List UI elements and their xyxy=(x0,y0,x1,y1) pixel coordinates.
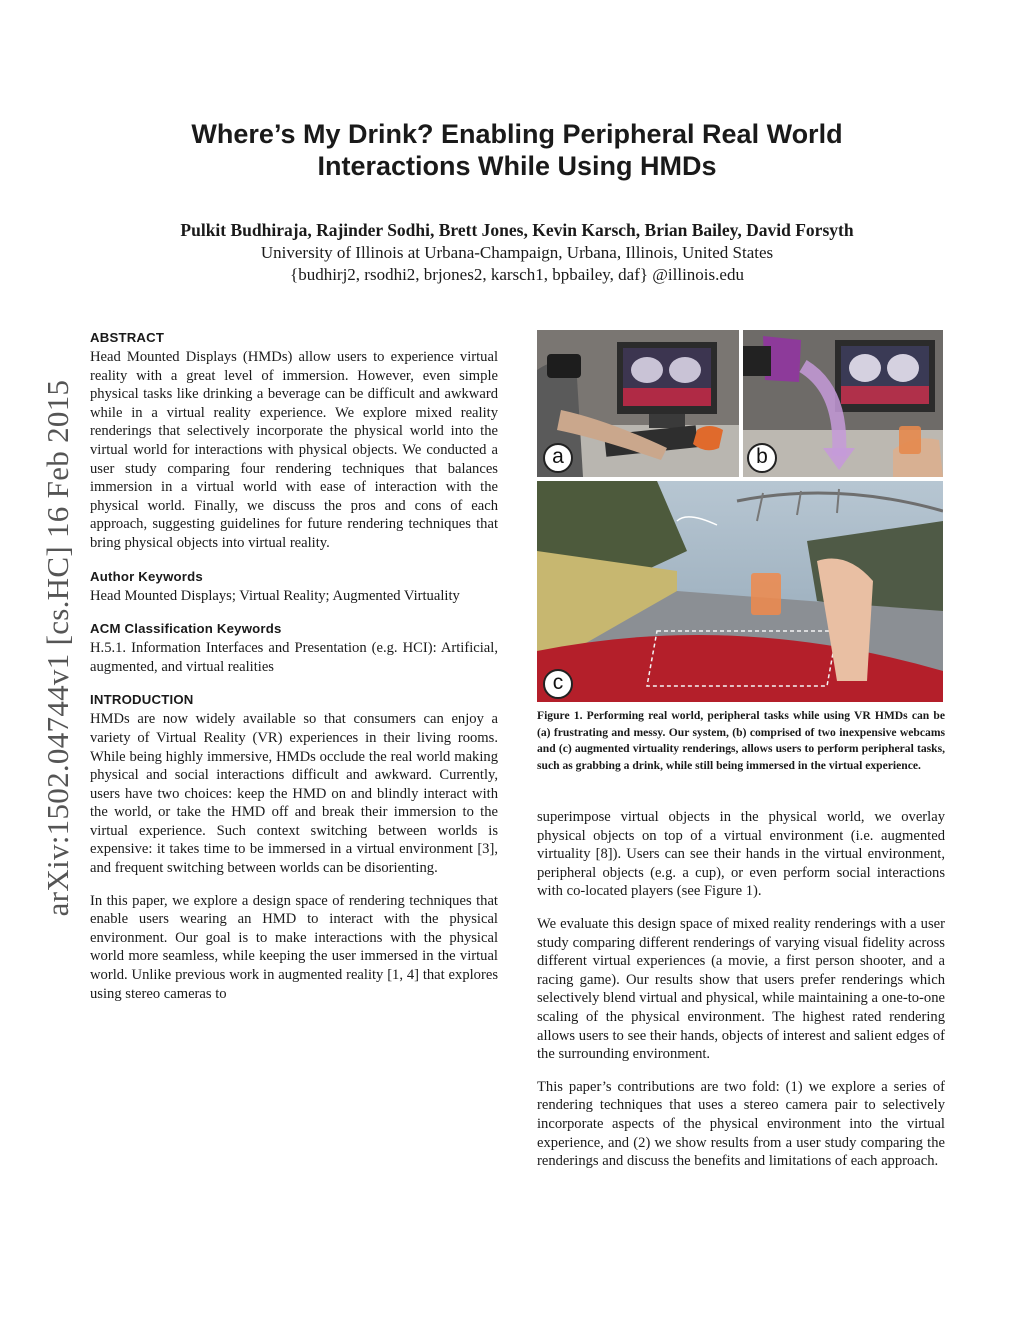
affiliation: University of Illinois at Urbana-Champaign, Urbana, Illinois, United States xyxy=(260,243,774,262)
paper-title xyxy=(120,118,914,182)
panel-a-label: a xyxy=(543,443,573,473)
acm-classification-text: H.5.1. Information Interfaces and Presentation (e.g. HCI): Artificial, augmented, and virtual realities xyxy=(90,640,498,675)
right-paragraph-1: superimpose virtual objects in the physical world, we overlay physical objects on top of a virtual environment (i.e. augmented virtuality [8]). Users can see their hands in the virtual environment, peripheral objects (e.g. a cup), or even perform social interactions with co-located players (see Figure 1). xyxy=(537,809,945,900)
panel-b-label: b xyxy=(747,443,777,473)
right-column xyxy=(537,330,945,1171)
title-line-1: Where’s My Drink? Enabling Peripheral Real World xyxy=(191,119,843,149)
figure-panel-b xyxy=(743,330,943,477)
panel-c-illustration xyxy=(537,481,943,702)
acm-classification-heading: ACM Classification Keywords xyxy=(90,621,282,637)
figure-1-caption: Figure 1. Performing real world, peripheral tasks while using VR HMDs can be (a) frustrating and messy. Our system, (b) comprised of two inexpensive webcams and (c) augmented virtuality renderings, allows users to perform peripheral tasks, such as grabbing a drink, while still being immersed in the virtual experience. xyxy=(537,709,945,772)
abstract-text: Head Mounted Displays (HMDs) allow users to experience virtual reality with a great level of immersion. However, even simple physical tasks like drinking a beverage can be difficult and awkward while in a virtual reality experience. We explore mixed reality renderings that selectively incorporate the physical world into the virtual world for interactions with physical objects. We conducted a user study comparing four rendering techniques that balances immersion in a virtual world with ease of interaction with the physical world. Finally, we discuss the pros and cons of each approach, suggesting guidelines for future rendering techniques that bring physical objects into virtual reality. xyxy=(90,349,498,551)
arxiv-identifier: arXiv:1502.04744v1 [cs.HC] 16 Feb 2015 xyxy=(40,379,75,917)
title-line-2: Interactions While Using HMDs xyxy=(317,151,717,181)
author-emails: {budhirj2, rsodhi2, brjones2, karsch1, bpbailey, daf} @illinois.edu xyxy=(290,265,744,284)
left-column xyxy=(90,330,498,1003)
abstract-heading: ABSTRACT xyxy=(90,330,165,345)
figure-panel-c xyxy=(537,481,943,702)
figure-1 xyxy=(537,330,943,702)
author-keywords-text: Head Mounted Displays; Virtual Reality; Augmented Virtuality xyxy=(90,587,460,604)
introduction-paragraph-1: HMDs are now widely available so that consumers can enjoy a variety of Virtual Reality (VR) experiences in their living rooms. While being highly immersive, HMDs occlude the real world making physical and social interactions difficult and awkward. Currently, users have two choices: keep the HMD on and blindly interact with the world, or take the HMD off and break their immersion to the virtual experience. Such context switching between worlds is expensive: it takes time to be immersed in a virtual environment [3], and frequent switching between worlds can be disorienting. xyxy=(90,711,498,877)
panel-c-label: c xyxy=(543,669,573,699)
figure-panel-a xyxy=(537,330,739,477)
right-paragraph-2: We evaluate this design space of mixed reality renderings with a user study comparing different renderings of varying visual fidelity across different virtual experiences (a movie, a first person shooter, and a racing game). Our results show that users prefer renderings which selectively blend virtual and physical, while maintaining a one-to-one scaling of the physical environment. The highest rated rendering allows users to see their hands, objects of interest and salient edges of the surrounding environment. xyxy=(537,915,945,1063)
right-paragraph-3: This paper’s contributions are two fold: (1) we explore a series of rendering techniques that uses a stereo camera pair to selectively incorporate aspects of the physical environment into the virtual experience, and (2) we show results from a user study comparing the renderings and discuss the benefits and limitations of each approach. xyxy=(537,1078,945,1170)
author-keywords-heading: Author Keywords xyxy=(90,568,203,584)
introduction-heading: INTRODUCTION xyxy=(90,692,194,708)
author-list: Pulkit Budhiraja, Rajinder Sodhi, Brett Jones, Kevin Karsch, Brian Bailey, David Forsyth xyxy=(180,220,854,240)
introduction-paragraph-2: In this paper, we explore a design space of rendering techniques that enable users wearing an HMD to interact with the physical environment. Our goal is to make interactions with the physical world more seamless, while keeping the user immersed in the virtual world. Unlike previous work in augmented reality [1, 4] that explores using stereo cameras to xyxy=(90,892,498,1002)
